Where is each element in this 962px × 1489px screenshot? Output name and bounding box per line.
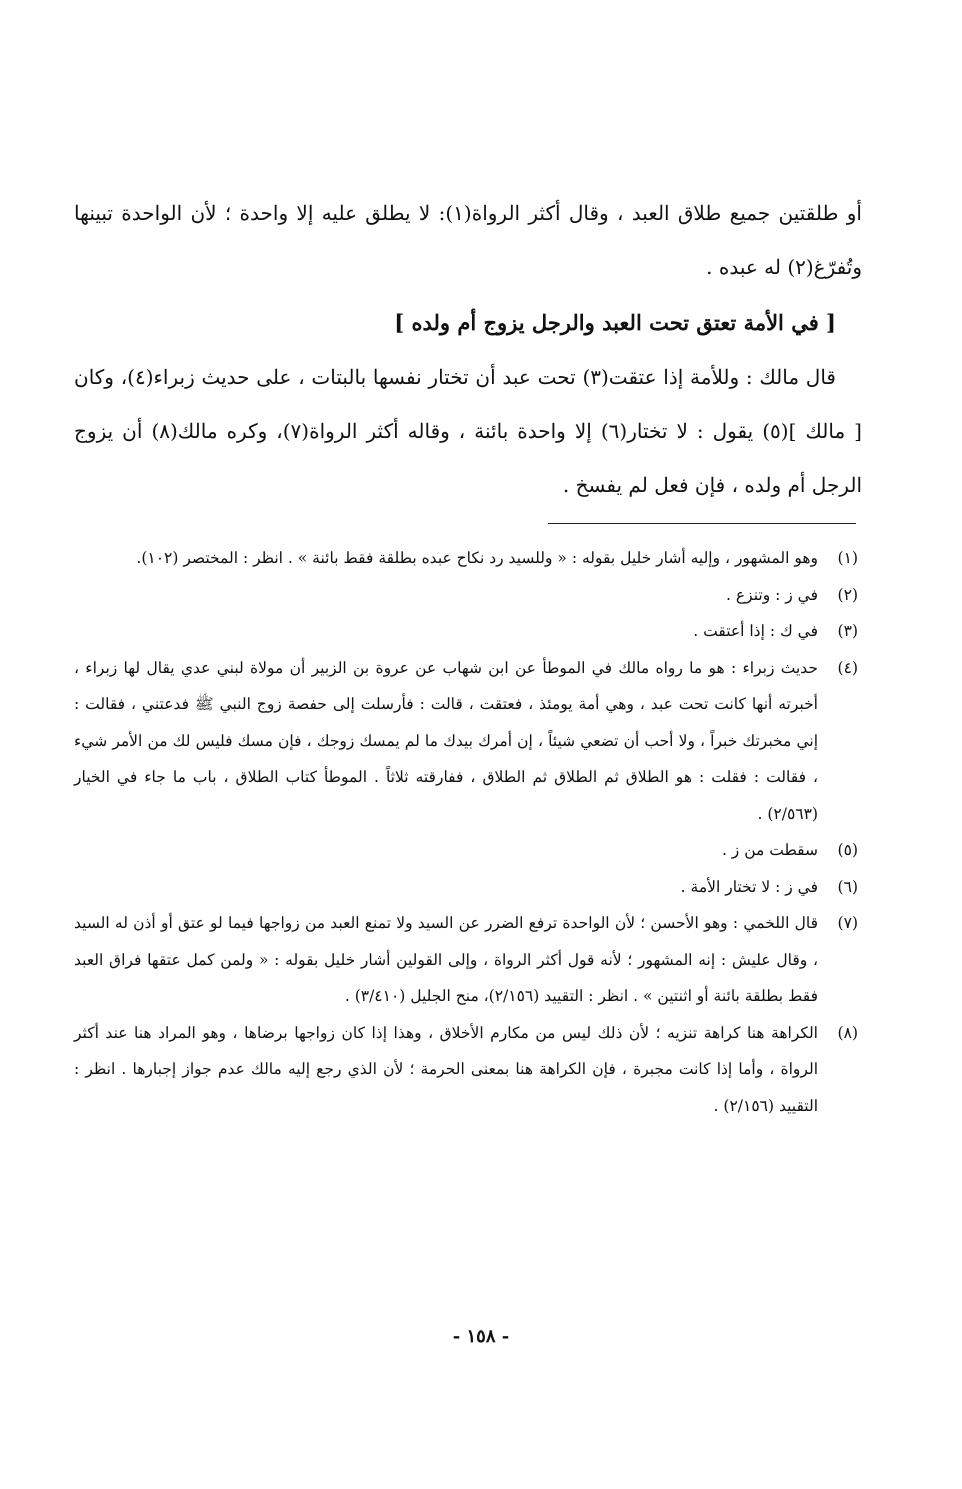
footnote-5 xyxy=(74,832,858,869)
footnote-text: الكراهة هنا كراهة تنزيه ؛ لأن ذلك ليس من مكارم الأخلاق ، وهذا إذا كان زواجها برضاها ، وهو المراد هنا عند أكثر الرواة ، وأما إذا كانت مجبرة ، فإن الكراهة هنا بمعنى الحرمة ؛ لأن الذي رجع إليه مالك عدم جواز إجبارها . انظر : التقييد (٢/١٥٦) . xyxy=(74,1023,818,1115)
paragraph-malik: قال مالك : وللأمة إذا عتقت(٣) تحت عبد أن تختار نفسها بالبتات ، على حديث زبراء(٤)، وكان [ مالك ](٥) يقول : لا تختار(٦) إلا واحدة بائنة ، وقاله أكثر الرواة(٧)، وكره مالك(٨) أن يزوج الرجل أم ولده ، فإن فعل لم يفسخ . xyxy=(74,365,862,497)
footnote-number: (٢) xyxy=(837,585,858,604)
footnote-number: (٦) xyxy=(837,877,858,896)
footnote-1 xyxy=(74,540,858,577)
footnote-number: (٤) xyxy=(837,658,858,677)
footnote-2 xyxy=(74,577,858,614)
section-heading: [ في الأمة تعتق تحت العبد والرجل يزوج أم ولده ] xyxy=(394,310,836,335)
footnotes xyxy=(74,540,858,1124)
footnote-number: (١) xyxy=(837,549,858,567)
footnote-3 xyxy=(74,613,858,650)
paragraph-continuation: أو طلقتين جميع طلاق العبد ، وقال أكثر الرواة(١): لا يطلق عليه إلا واحدة ؛ لأن الواحدة تبينها وتُفرّغ(٢) له عبده . xyxy=(74,201,862,279)
footnote-8 xyxy=(74,1015,858,1125)
footnote-number: (٣) xyxy=(837,622,858,640)
footnote-text: وهو المشهور ، وإليه أشار خليل بقوله : « وللسيد رد نكاح عبده بطلقة فقط بائنة » . انظر : المختصر (١٠٢). xyxy=(136,549,818,567)
footnote-separator xyxy=(548,523,856,524)
footnote-text: سقطت من ز . xyxy=(721,841,818,859)
page-number: - ١٥٨ - xyxy=(452,1326,510,1347)
footnote-number: (٧) xyxy=(837,914,858,932)
main-text xyxy=(74,186,862,512)
footnote-6 xyxy=(74,869,858,906)
footnote-number: (٨) xyxy=(837,1023,858,1042)
footnote-text: حديث زبراء : هو ما رواه مالك في الموطأ عن ابن شهاب عن عروة بن الزبير أن مولاة لبني عدي يقال لها زبراء ، أخبرته أنها كانت تحت عبد ، وهي أمة يومئذ ، فعتقت ، قالت : فأرسلت إلى حفصة زوج النبي ﷺ فدعتني ، فقالت : إني مخبرتك خبراً ، ولا أحب أن تضعي شيئاً ، إن أمرك بيدك ما لم يمسك زوجك ، فإن مسك فليس لك من الأمر شيء ، فقالت : فقلت : هو الطلاق ثم الطلاق ثم الطلاق ، ففارقته ثلاثاً . الموطأ كتاب الطلاق ، باب ما جاء في الخيار (٢/٥٦٣) . xyxy=(74,658,818,823)
footnote-text: قال اللخمي : وهو الأحسن ؛ لأن الواحدة ترفع الضرر عن السيد ولا تمنع العبد من زواجها فيما لو عتق أو أذن له السيد ، وقال عليش : إنه المشهور ؛ لأنه قول أكثر الرواة ، وإلى القولين أشار خليل بقوله : « ولمن كمل عتقها فراق العبد فقط بطلقة بائنة أو اثنتين » . انظر : التقييد (٢/١٥٦)، منح الجليل (٣/٤١٠) . xyxy=(74,914,818,1005)
footnote-text: في ز : لا تختار الأمة . xyxy=(680,877,818,896)
footnote-text: في ز : وتنزع . xyxy=(726,585,818,604)
footnote-number: (٥) xyxy=(837,841,858,859)
footnote-4 xyxy=(74,650,858,833)
footnote-7 xyxy=(74,905,858,1015)
footnote-text: في ك : إذا أعتقت . xyxy=(693,622,818,640)
